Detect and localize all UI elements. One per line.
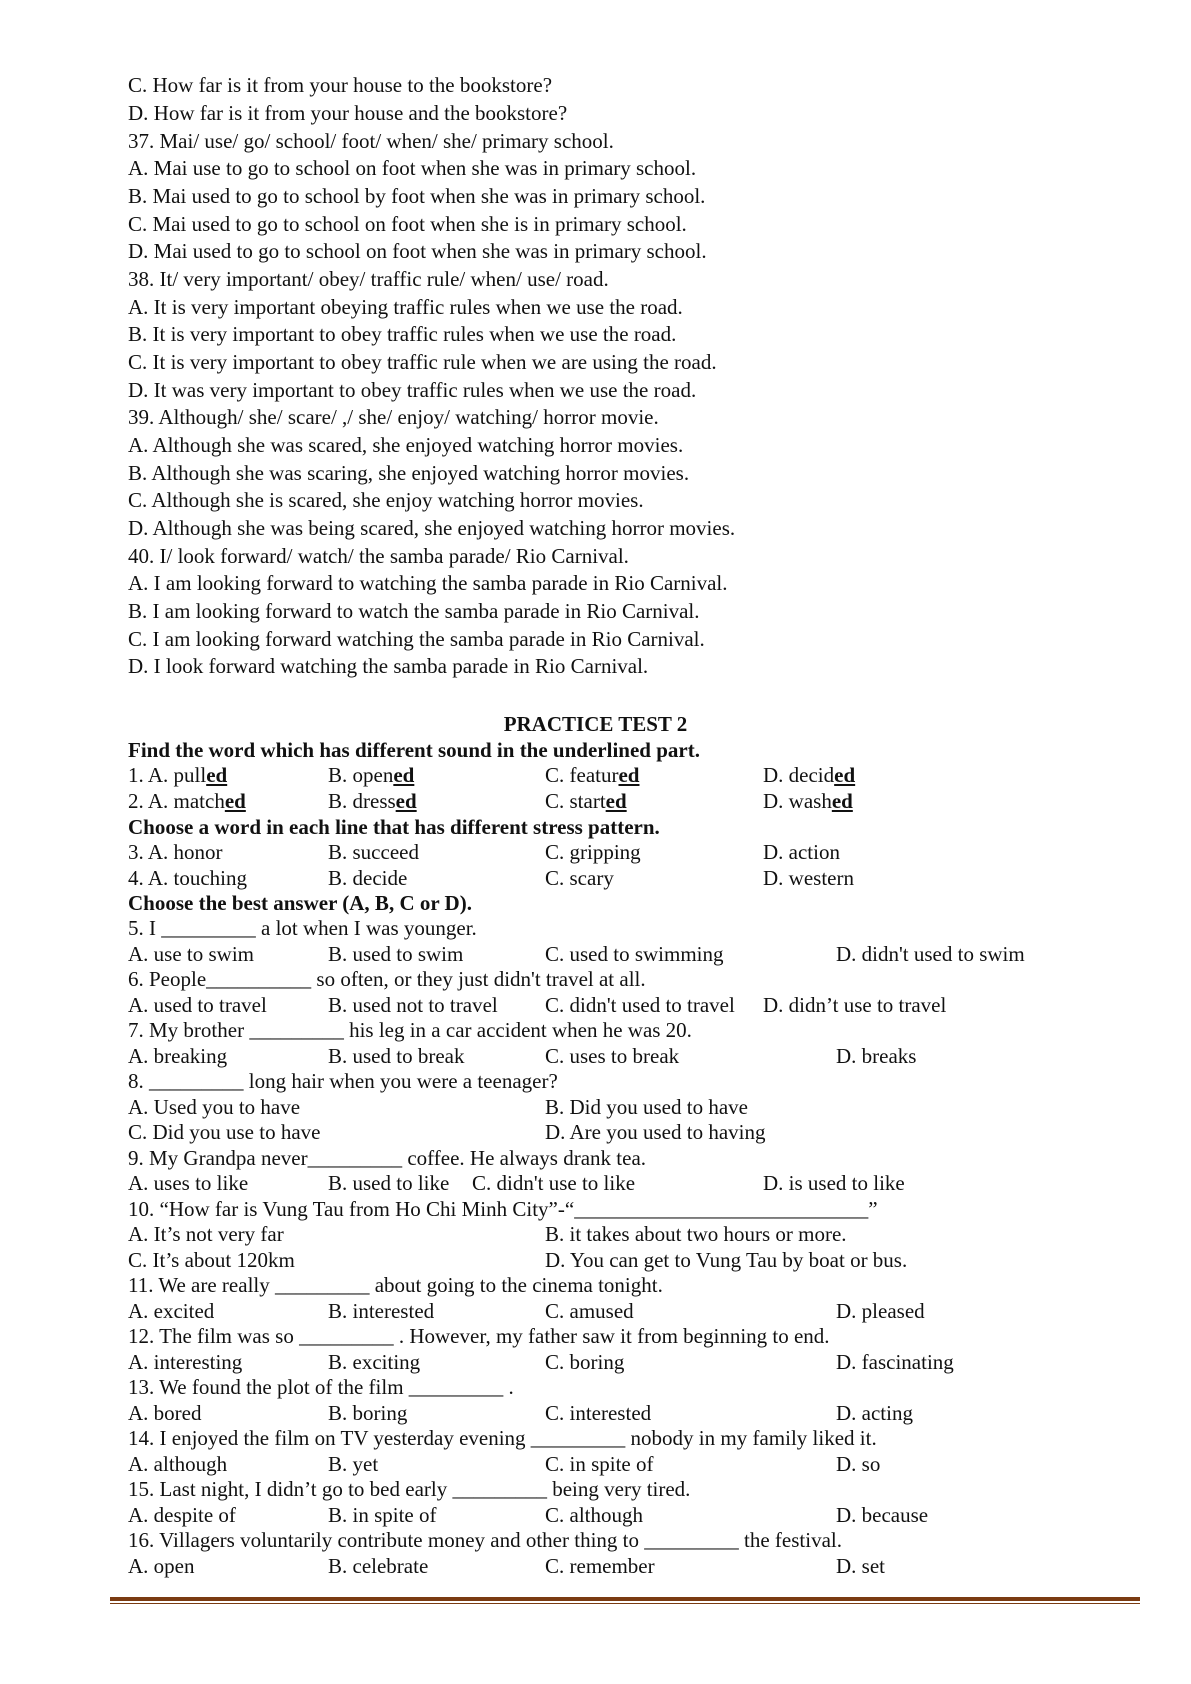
option-d: D. Are you used to having — [545, 1120, 766, 1144]
answer-option: A. Mai use to go to school on foot when she was in primary school. — [128, 156, 697, 180]
question-prompt: 9. My Grandpa never_________ coffee. He always drank tea. — [128, 1146, 647, 1170]
option-a: 1. A. pulled — [128, 763, 228, 787]
option-c: C. boring — [545, 1350, 625, 1374]
option-a: A. use to swim — [128, 942, 254, 966]
option-b: B. used not to travel — [328, 993, 498, 1017]
option-b: B. used to swim — [328, 942, 464, 966]
option-b: B. it takes about two hours or more. — [545, 1222, 847, 1246]
option-c: C. in spite of — [545, 1452, 654, 1476]
option-d: D. so — [836, 1452, 881, 1476]
option-b: B. used to like — [328, 1171, 450, 1195]
question-options — [0, 1400, 1191, 1426]
text-line: D. How far is it from your house and the bookstore? — [128, 101, 568, 125]
option-a: A. It’s not very far — [128, 1222, 284, 1246]
answer-option: D. Mai used to go to school on foot when she was in primary school. — [128, 239, 707, 263]
answer-option: C. I am looking forward watching the samba parade in Rio Carnival. — [128, 627, 705, 651]
question-options — [0, 1119, 1191, 1145]
question-options — [0, 1247, 1191, 1273]
question-options — [0, 1451, 1191, 1477]
answer-option: C. It is very important to obey traffic rule when we are using the road. — [128, 350, 717, 374]
option-a: 4. A. touching — [128, 866, 247, 890]
question-options — [0, 1043, 1191, 1069]
option-d: D. washed — [763, 789, 853, 813]
question-row — [0, 839, 1191, 865]
question-prompt: 10. “How far is Vung Tau from Ho Chi Minh City”-“____________________________” — [128, 1197, 878, 1221]
question-options — [0, 1349, 1191, 1375]
question-options — [0, 1170, 1191, 1196]
answer-option: B. Mai used to go to school by foot when she was in primary school. — [128, 184, 706, 208]
footer-divider-thin — [110, 1603, 1140, 1604]
question-options — [0, 1221, 1191, 1247]
option-a: A. breaking — [128, 1044, 228, 1068]
option-a: A. uses to like — [128, 1171, 249, 1195]
option-b: B. succeed — [328, 840, 419, 864]
question-prompt: 12. The film was so _________ . However, my father saw it from beginning to end. — [128, 1324, 830, 1348]
option-c: C. used to swimming — [545, 942, 724, 966]
option-c: C. didn't used to travel — [545, 993, 735, 1017]
option-d: D. fascinating — [836, 1350, 954, 1374]
option-a: A. bored — [128, 1401, 202, 1425]
question-options — [0, 992, 1191, 1018]
option-a: A. despite of — [128, 1503, 236, 1527]
option-a: A. although — [128, 1452, 228, 1476]
question-prompt: 37. Mai/ use/ go/ school/ foot/ when/ she/ primary school. — [128, 129, 614, 153]
option-b: B. celebrate — [328, 1554, 429, 1578]
option-b: B. decide — [328, 866, 408, 890]
question-prompt: 38. It/ very important/ obey/ traffic rule/ when/ use/ road. — [128, 267, 609, 291]
question-row — [0, 762, 1191, 788]
option-d: D. You can get to Vung Tau by boat or bus. — [545, 1248, 908, 1272]
option-a: A. excited — [128, 1299, 215, 1323]
option-a: 2. A. matched — [128, 789, 246, 813]
section-heading: Choose the best answer (A, B, C or D). — [128, 891, 472, 915]
option-b: B. exciting — [328, 1350, 421, 1374]
option-a: A. used to travel — [128, 993, 267, 1017]
answer-option: B. I am looking forward to watch the samba parade in Rio Carnival. — [128, 599, 700, 623]
option-d: D. action — [763, 840, 840, 864]
option-d: D. didn't used to swim — [836, 942, 1025, 966]
section-heading: Choose a word in each line that has different stress pattern. — [128, 815, 660, 839]
question-prompt: 5. I _________ a lot when I was younger. — [128, 916, 477, 940]
option-c: C. interested — [545, 1401, 652, 1425]
answer-option: B. It is very important to obey traffic rules when we use the road. — [128, 322, 677, 346]
option-b: B. opened — [328, 763, 415, 787]
option-c: C. didn't use to like — [472, 1171, 636, 1195]
option-a: A. interesting — [128, 1350, 243, 1374]
option-c: C. started — [545, 789, 627, 813]
option-c: C. amused — [545, 1299, 634, 1323]
question-prompt: 16. Villagers voluntarily contribute money and other thing to _________ the festival. — [128, 1528, 842, 1552]
option-b: B. dressed — [328, 789, 417, 813]
option-b: B. used to break — [328, 1044, 465, 1068]
question-prompt: 8. _________ long hair when you were a teenager? — [128, 1069, 558, 1093]
option-c: C. remember — [545, 1554, 655, 1578]
question-options — [0, 1502, 1191, 1528]
question-prompt: 13. We found the plot of the film _________ . — [128, 1375, 514, 1399]
question-prompt: 7. My brother _________ his leg in a car accident when he was 20. — [128, 1018, 692, 1042]
footer-divider — [110, 1597, 1140, 1601]
option-b: B. boring — [328, 1401, 408, 1425]
option-a: 3. A. honor — [128, 840, 223, 864]
option-c: C. uses to break — [545, 1044, 680, 1068]
question-prompt: 15. Last night, I didn’t go to bed early _________ being very tired. — [128, 1477, 691, 1501]
option-d: D. because — [836, 1503, 929, 1527]
answer-option: C. Mai used to go to school on foot when she is in primary school. — [128, 212, 687, 236]
question-options — [0, 1553, 1191, 1579]
question-options — [0, 1094, 1191, 1120]
option-d: D. acting — [836, 1401, 913, 1425]
option-c: C. gripping — [545, 840, 641, 864]
option-c: C. It’s about 120km — [128, 1248, 295, 1272]
answer-option: B. Although she was scaring, she enjoyed watching horror movies. — [128, 461, 690, 485]
answer-option: D. It was very important to obey traffic rules when we use the road. — [128, 378, 697, 402]
test-title: PRACTICE TEST 2 — [503, 712, 688, 736]
answer-option: A. Although she was scared, she enjoyed watching horror movies. — [128, 433, 684, 457]
option-b: B. in spite of — [328, 1503, 437, 1527]
option-c: C. featured — [545, 763, 640, 787]
answer-option: A. It is very important obeying traffic rules when we use the road. — [128, 295, 683, 319]
section-heading: Find the word which has different sound in the underlined part. — [128, 738, 700, 762]
option-c: C. Did you use to have — [128, 1120, 321, 1144]
option-d: D. set — [836, 1554, 885, 1578]
question-prompt: 14. I enjoyed the film on TV yesterday evening _________ nobody in my family liked it. — [128, 1426, 877, 1450]
answer-option: C. Although she is scared, she enjoy watching horror movies. — [128, 488, 644, 512]
answer-option: D. I look forward watching the samba parade in Rio Carnival. — [128, 654, 649, 678]
option-d: D. western — [763, 866, 854, 890]
option-d: D. pleased — [836, 1299, 925, 1323]
option-d: D. didn’t use to travel — [763, 993, 947, 1017]
option-a: A. open — [128, 1554, 195, 1578]
question-options — [0, 941, 1191, 967]
option-a: A. Used you to have — [128, 1095, 301, 1119]
question-prompt: 40. I/ look forward/ watch/ the samba parade/ Rio Carnival. — [128, 544, 629, 568]
option-b: B. yet — [328, 1452, 379, 1476]
answer-option: D. Although she was being scared, she enjoyed watching horror movies. — [128, 516, 736, 540]
question-row — [0, 788, 1191, 814]
answer-option: A. I am looking forward to watching the samba parade in Rio Carnival. — [128, 571, 728, 595]
question-prompt: 11. We are really _________ about going to the cinema tonight. — [128, 1273, 663, 1297]
option-c: C. although — [545, 1503, 643, 1527]
text-line: C. How far is it from your house to the bookstore? — [128, 73, 553, 97]
question-prompt: 39. Although/ she/ scare/ ,/ she/ enjoy/ watching/ horror movie. — [128, 405, 659, 429]
option-c: C. scary — [545, 866, 614, 890]
option-d: D. decided — [763, 763, 856, 787]
question-prompt: 6. People__________ so often, or they just didn't travel at all. — [128, 967, 646, 991]
question-options — [0, 1298, 1191, 1324]
option-b: B. Did you used to have — [545, 1095, 748, 1119]
option-d: D. breaks — [836, 1044, 917, 1068]
option-d: D. is used to like — [763, 1171, 905, 1195]
option-b: B. interested — [328, 1299, 435, 1323]
question-row — [0, 865, 1191, 891]
